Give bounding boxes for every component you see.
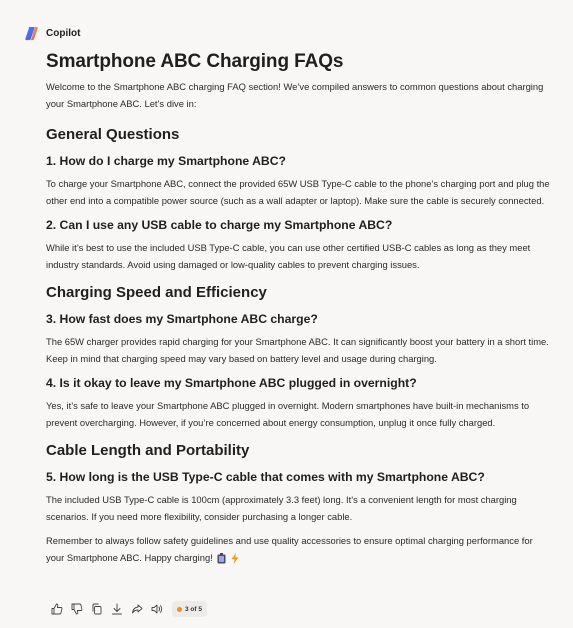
message-title: Smartphone ABC Charging FAQs xyxy=(46,51,344,72)
answer-paragraph: The included USB Type-C cable is 100cm (approximately 3.3 feet) long. It’s a convenient length for most charging scenarios. If you need more flexibility, consider purchasing a longer cable. xyxy=(46,494,517,522)
section-heading-speed: Charging Speed and Efficiency xyxy=(46,284,267,301)
copy-icon[interactable] xyxy=(90,602,104,616)
thumbs-up-icon[interactable] xyxy=(50,602,64,616)
answer-paragraph: While it’s best to use the included USB Type-C cable, you can use other certified USB-C cables as long as they meet industry standards. Avoid using damaged or low-quality cables to prevent charging issues. xyxy=(46,242,531,270)
closing-paragraph xyxy=(46,532,551,566)
answer-paragraph: Yes, it’s safe to leave your Smartphone ABC plugged in overnight. Modern smartphones have built-in mechanisms to prevent overcharging. However, if you’re concerned about energy consumption, unplug it once fully charged. xyxy=(46,400,530,428)
pager-status-dot xyxy=(177,607,182,612)
section-heading-cable: Cable Length and Portability xyxy=(46,442,250,459)
question-heading: 4. Is it okay to leave my Smartphone ABC plugged in overnight? xyxy=(46,376,417,390)
copilot-logo-icon xyxy=(24,26,39,41)
thumbs-down-icon[interactable] xyxy=(70,602,84,616)
question-heading: 1. How do I charge my Smartphone ABC? xyxy=(46,154,286,168)
app-name: Copilot xyxy=(46,27,81,39)
speaker-icon[interactable] xyxy=(150,602,164,616)
question-heading: 5. How long is the USB Type-C cable that comes with my Smartphone ABC? xyxy=(46,470,485,484)
response-pager[interactable] xyxy=(172,601,207,617)
question-heading: 2. Can I use any USB cable to charge my Smartphone ABC? xyxy=(46,218,393,232)
answer-paragraph: The 65W charger provides rapid charging for your Smartphone ABC. It can significantly boost your battery in a short time. Keep in mind that charging speed may vary based on battery level and usage during charging. xyxy=(46,336,549,364)
share-icon[interactable] xyxy=(130,602,144,616)
answer-paragraph: To charge your Smartphone ABC, connect the provided 65W USB Type-C cable to the phone’s charging port and plug the other end into a compatible power source (such as a wall adapter or laptop). Make sure the cable is securely connected. xyxy=(46,178,550,206)
closing-text: Remember to always follow safety guidelines and use quality accessories to ensure optimal charging performance for your Smartphone ABC. Happy charging! xyxy=(46,535,533,563)
question-heading: 3. How fast does my Smartphone ABC charge? xyxy=(46,312,318,326)
response-actions-toolbar xyxy=(50,600,207,618)
response-header xyxy=(24,25,80,41)
intro-paragraph: Welcome to the Smartphone ABC charging FAQ section! We’ve compiled answers to common questions about charging your Smartphone ABC. Let’s dive in: xyxy=(46,81,544,109)
message-content xyxy=(46,50,551,566)
lightning-icon xyxy=(231,553,239,564)
section-heading-general: General Questions xyxy=(46,126,180,143)
pager-label: 3 of 5 xyxy=(185,605,202,613)
battery-icon xyxy=(217,553,226,564)
download-icon[interactable] xyxy=(110,602,124,616)
